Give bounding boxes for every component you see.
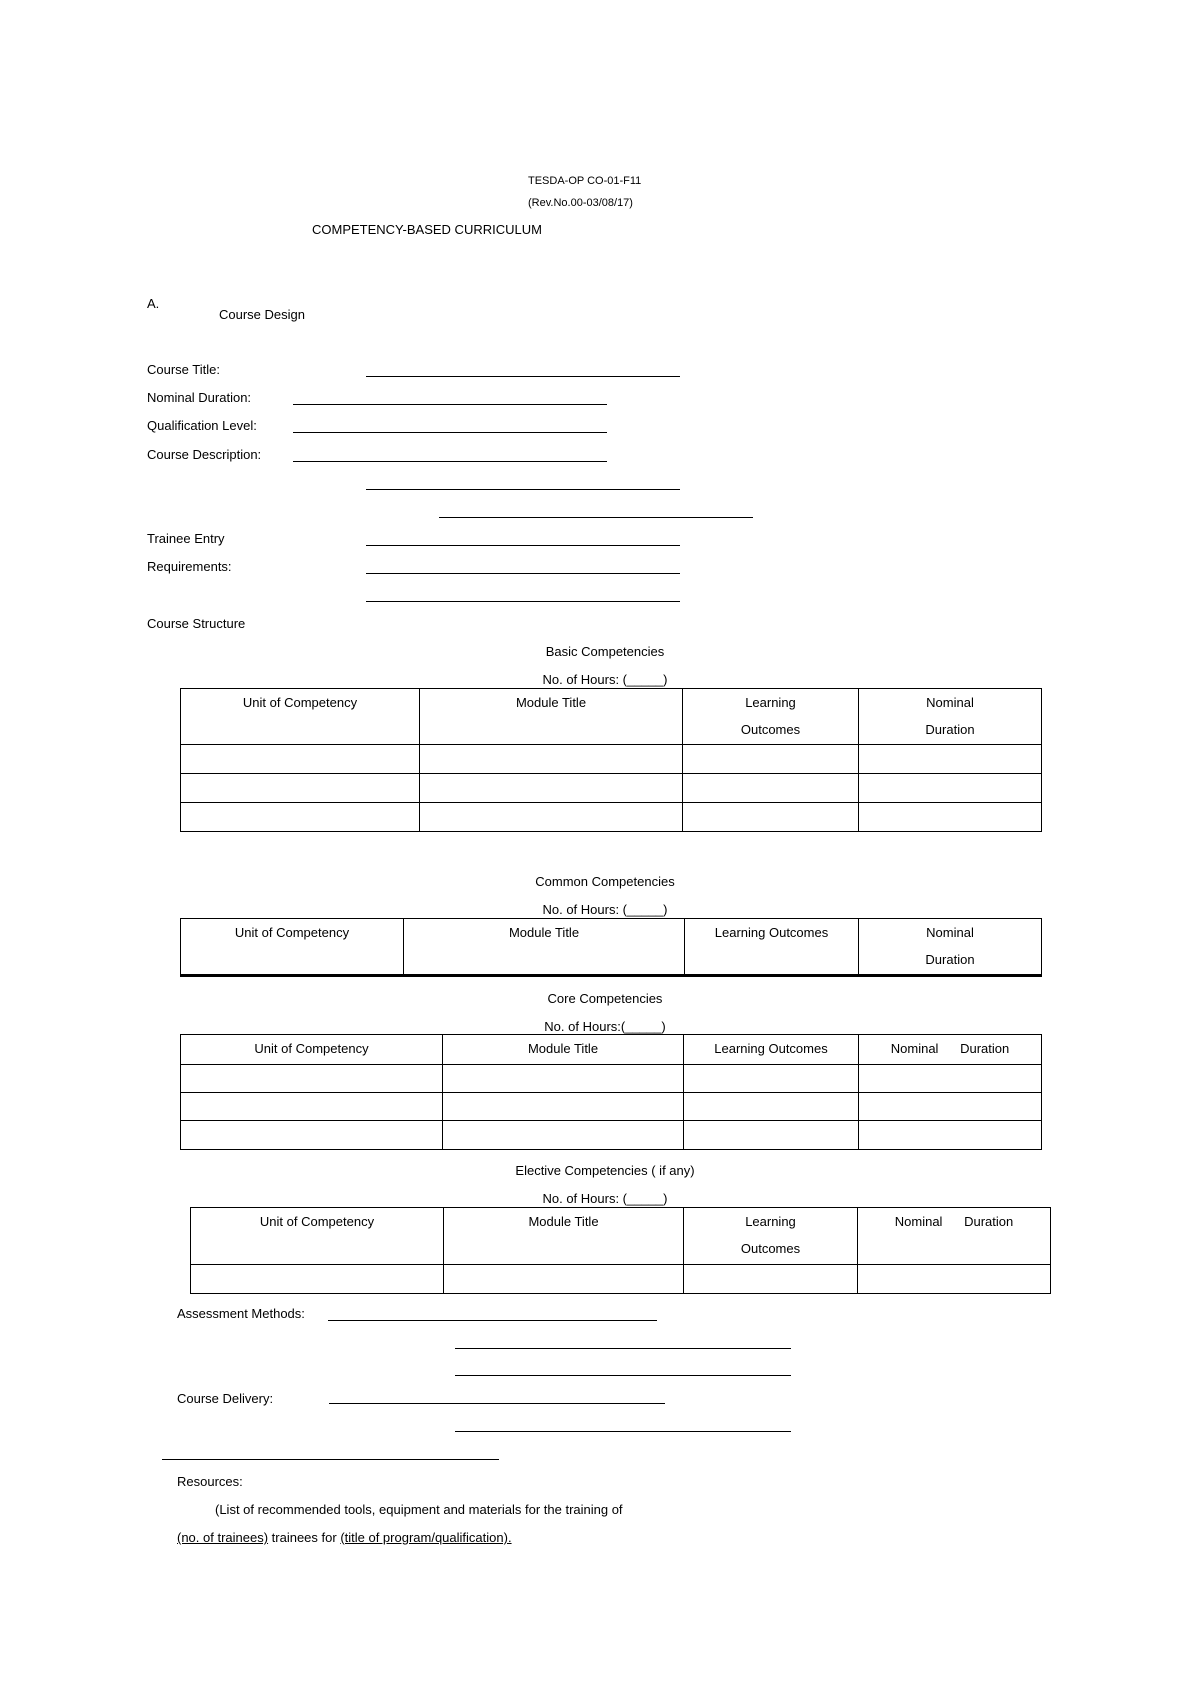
resources-label: Resources: (177, 1474, 243, 1489)
header-learning-outcomes: Learning Outcomes (684, 1035, 859, 1065)
table-row (181, 745, 1042, 774)
resources-connector-text: trainees for (268, 1530, 341, 1545)
table-cell[interactable] (181, 1065, 443, 1093)
course-structure-label: Course Structure (147, 616, 246, 631)
table-cell[interactable] (181, 774, 420, 803)
form-code: TESDA-OP CO-01-F11 (528, 175, 642, 187)
header-module-title: Module Title (420, 689, 683, 745)
requirements-label: Requirements: (147, 559, 232, 574)
table-row (181, 1121, 1042, 1150)
table-cell[interactable] (683, 774, 859, 803)
basic-competencies-table (180, 688, 1042, 832)
course-title-label: Course Title: (147, 362, 220, 377)
table-cell[interactable] (684, 1093, 859, 1121)
header-learning-outcomes: Learning Outcomes (684, 1208, 858, 1265)
table-cell[interactable] (181, 803, 420, 832)
trainee-entry-input-line-2[interactable] (366, 573, 680, 574)
table-cell[interactable] (684, 1065, 859, 1093)
table-cell[interactable] (859, 745, 1042, 774)
table-cell[interactable] (181, 1093, 443, 1121)
table-cell[interactable] (420, 745, 683, 774)
common-hours: No. of Hours: (_____) (542, 902, 668, 917)
trainee-entry-label: Trainee Entry (147, 531, 225, 546)
core-hours: No. of Hours:(_____) (544, 1019, 666, 1034)
document-title: COMPETENCY-BASED CURRICULUM (312, 222, 542, 237)
table-header-row (191, 1208, 1051, 1265)
table-cell[interactable] (859, 1121, 1042, 1150)
table-cell[interactable] (443, 1093, 684, 1121)
trainee-entry-input-line-1[interactable] (366, 545, 680, 546)
resources-description: (List of recommended tools, equipment and materials for the training of (215, 1502, 623, 1517)
nominal-duration-label: Nominal Duration: (147, 390, 252, 405)
table-header-row (181, 1035, 1042, 1065)
qualification-level-label: Qualification Level: (147, 418, 257, 433)
header-nominal-duration: Nominal Duration (859, 1035, 1042, 1065)
assessment-methods-input-line-3[interactable] (455, 1375, 791, 1376)
course-description-input-line-3[interactable] (439, 517, 753, 518)
header-learning-outcomes: Learning Outcomes (685, 919, 859, 976)
header-nominal-duration: Nominal Duration (859, 919, 1042, 976)
table-cell[interactable] (181, 745, 420, 774)
course-description-label: Course Description: (147, 447, 262, 462)
assessment-methods-label: Assessment Methods: (177, 1306, 305, 1321)
header-unit-of-competency: Unit of Competency (191, 1208, 444, 1265)
resources-description-line-2 (177, 1530, 512, 1546)
header-learning-outcomes: Learning Outcomes (683, 689, 859, 745)
header-unit-of-competency: Unit of Competency (181, 689, 420, 745)
table-cell[interactable] (443, 1065, 684, 1093)
table-cell[interactable] (859, 803, 1042, 832)
table-cell[interactable] (181, 1121, 443, 1150)
table-cell[interactable] (420, 803, 683, 832)
elective-competencies-table (190, 1207, 1051, 1294)
common-competencies-title: Common Competencies (535, 874, 675, 889)
table-cell[interactable] (684, 1121, 859, 1150)
course-title-input-line[interactable] (366, 376, 680, 377)
common-competencies-table (180, 918, 1042, 977)
table-cell[interactable] (420, 774, 683, 803)
basic-competencies-title: Basic Competencies (545, 644, 665, 659)
table-header-row (181, 919, 1042, 976)
header-module-title: Module Title (404, 919, 685, 976)
nominal-duration-input-line[interactable] (293, 404, 607, 405)
table-cell[interactable] (859, 1065, 1042, 1093)
course-delivery-input-line-1[interactable] (329, 1403, 665, 1404)
table-cell[interactable] (444, 1265, 684, 1294)
section-heading: Course Design (219, 307, 305, 322)
header-unit-of-competency: Unit of Competency (181, 1035, 443, 1065)
program-title-placeholder: (title of program/qualification). (340, 1530, 512, 1545)
table-cell[interactable] (858, 1265, 1051, 1294)
core-competencies-title: Core Competencies (547, 991, 663, 1006)
course-delivery-input-line-2[interactable] (455, 1431, 791, 1432)
header-module-title: Module Title (444, 1208, 684, 1265)
table-row (181, 1065, 1042, 1093)
course-description-input-line-1[interactable] (293, 461, 607, 462)
table-row (181, 774, 1042, 803)
table-cell[interactable] (191, 1265, 444, 1294)
table-cell[interactable] (859, 774, 1042, 803)
course-description-input-line-2[interactable] (366, 489, 680, 490)
section-letter: A. (147, 296, 160, 311)
assessment-methods-input-line-2[interactable] (455, 1348, 791, 1349)
table-row (181, 1093, 1042, 1121)
qualification-level-input-line[interactable] (293, 432, 607, 433)
table-row (181, 803, 1042, 832)
trainee-entry-input-line-3[interactable] (366, 601, 680, 602)
course-delivery-input-line-3[interactable] (162, 1459, 499, 1460)
table-row (191, 1265, 1051, 1294)
elective-hours: No. of Hours: (_____) (542, 1191, 668, 1206)
table-cell[interactable] (683, 803, 859, 832)
table-cell[interactable] (443, 1121, 684, 1150)
core-competencies-table (180, 1034, 1042, 1150)
header-nominal-duration: Nominal Duration (858, 1208, 1051, 1265)
table-cell[interactable] (859, 1093, 1042, 1121)
table-cell[interactable] (684, 1265, 858, 1294)
table-cell[interactable] (683, 745, 859, 774)
assessment-methods-input-line-1[interactable] (328, 1320, 657, 1321)
basic-hours: No. of Hours: (_____) (542, 672, 668, 687)
trainees-count-placeholder: (no. of trainees) (177, 1530, 269, 1545)
course-delivery-label: Course Delivery: (177, 1391, 274, 1406)
header-nominal-duration: Nominal Duration (859, 689, 1042, 745)
header-module-title: Module Title (443, 1035, 684, 1065)
elective-competencies-title: Elective Competencies ( if any) (515, 1163, 695, 1178)
revision-number: (Rev.No.00-03/08/17) (528, 197, 633, 209)
table-header-row (181, 689, 1042, 745)
header-unit-of-competency: Unit of Competency (181, 919, 404, 976)
